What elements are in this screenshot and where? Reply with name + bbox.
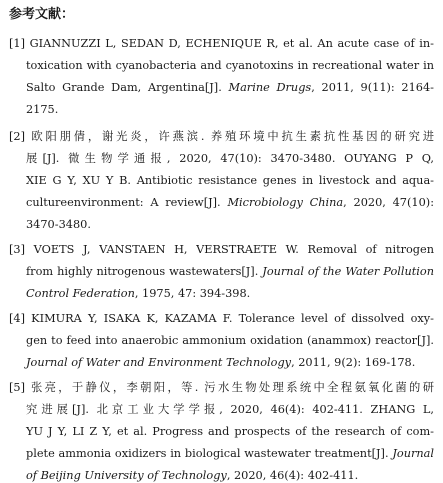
- reference-2-line-4: [26, 195, 434, 210]
- reference-5-line-4: [26, 446, 434, 461]
- reference-text: toxication with cyanobacteria and cyanotoxins in recreational water in: [26, 59, 434, 72]
- reference-text: [1] GIANNUZZI L, SEDAN D, ECHENIQUE R, et al. An acute case of in-: [9, 37, 434, 50]
- reference-4-line-2: [26, 333, 434, 348]
- journal-title: Journal: [392, 447, 434, 460]
- reference-text: , 2011, 9(11): 2164-: [311, 81, 434, 94]
- reference-3-line-2: [26, 264, 434, 279]
- reference-3-line-1: [9, 242, 434, 257]
- reference-2-line-2: [26, 151, 434, 166]
- reference-text: , 1975, 47: 394-398.: [134, 287, 251, 300]
- reference-text: gen to feed into anaerobic ammonium oxidation (anammox) reactor[J].: [26, 334, 434, 347]
- reference-5-line-5: [26, 468, 434, 483]
- reference-text: Salto Grande Dam, Argentina[J].: [26, 81, 229, 94]
- reference-5-line-1: [9, 380, 434, 395]
- journal-title: Marine Drugs: [228, 81, 312, 94]
- reference-4-line-1: [9, 311, 434, 326]
- reference-text: cultureenvironment: A review[J].: [26, 196, 228, 209]
- journal-title: Microbiology China: [227, 196, 344, 209]
- reference-1-line-3: [26, 80, 434, 95]
- reference-5-line-2: [26, 402, 434, 417]
- reference-text: 3470-3480.: [26, 218, 91, 231]
- reference-2-line-3: [26, 173, 434, 188]
- reference-5-line-3: [26, 424, 434, 439]
- reference-text: [3] VOETS J, VANSTAEN H, VERSTRAETE W. Removal of nitrogen: [9, 243, 434, 256]
- reference-2-line-5: [26, 217, 434, 232]
- reference-text: , 2011, 9(2): 169-178.: [291, 356, 416, 369]
- reference-1-line-2: [26, 58, 434, 73]
- reference-text: 展[J]. 微生物学通报, 2020, 47(10): 3470-3480. OUYANG P Q,: [26, 152, 434, 165]
- reference-text: XIE G Y, XU Y B. Antibiotic resistance genes in livestock and aqua-: [26, 174, 434, 187]
- reference-text: from highly nitrogenous wastewaters[J].: [26, 265, 263, 278]
- journal-title: Control Federation: [26, 287, 135, 300]
- reference-text: plete ammonia oxidizers in biological wastewater treatment[J].: [26, 447, 393, 460]
- reference-4-line-3: [26, 355, 434, 370]
- reference-text: , 2020, 47(10):: [343, 196, 434, 209]
- reference-text: YU J Y, LI Z Y, et al. Progress and prospects of the research of com-: [26, 425, 434, 438]
- reference-1-line-4: [26, 102, 434, 117]
- reference-1-line-1: [9, 36, 434, 51]
- reference-text: [5] 张亮，于静仪，李朝阳，等. 污水生物处理系统中全程氨氧化菌的研: [9, 381, 434, 394]
- reference-text: 2175.: [26, 103, 59, 116]
- journal-title: of Beijing University of Technology: [26, 469, 227, 482]
- reference-2-line-1: [9, 129, 434, 144]
- reference-text: [2] 欧阳朋倩，谢光炎，许燕滨. 养殖环境中抗生素抗性基因的研究进: [9, 130, 434, 143]
- references-heading: 参考文献：: [9, 7, 75, 22]
- journal-title: Journal of the Water Pollution: [262, 265, 434, 278]
- reference-text: 究进展[J]. 北京工业大学学报, 2020, 46(4): 402-411. ZHANG L,: [26, 403, 434, 416]
- journal-title: Journal of Water and Environment Technology: [26, 356, 292, 369]
- reference-text: [4] KIMURA Y, ISAKA K, KAZAMA F. Tolerance level of dissolved oxy-: [9, 312, 434, 325]
- reference-3-line-3: [26, 286, 434, 301]
- reference-text: , 2020, 46(4): 402-411.: [226, 469, 359, 482]
